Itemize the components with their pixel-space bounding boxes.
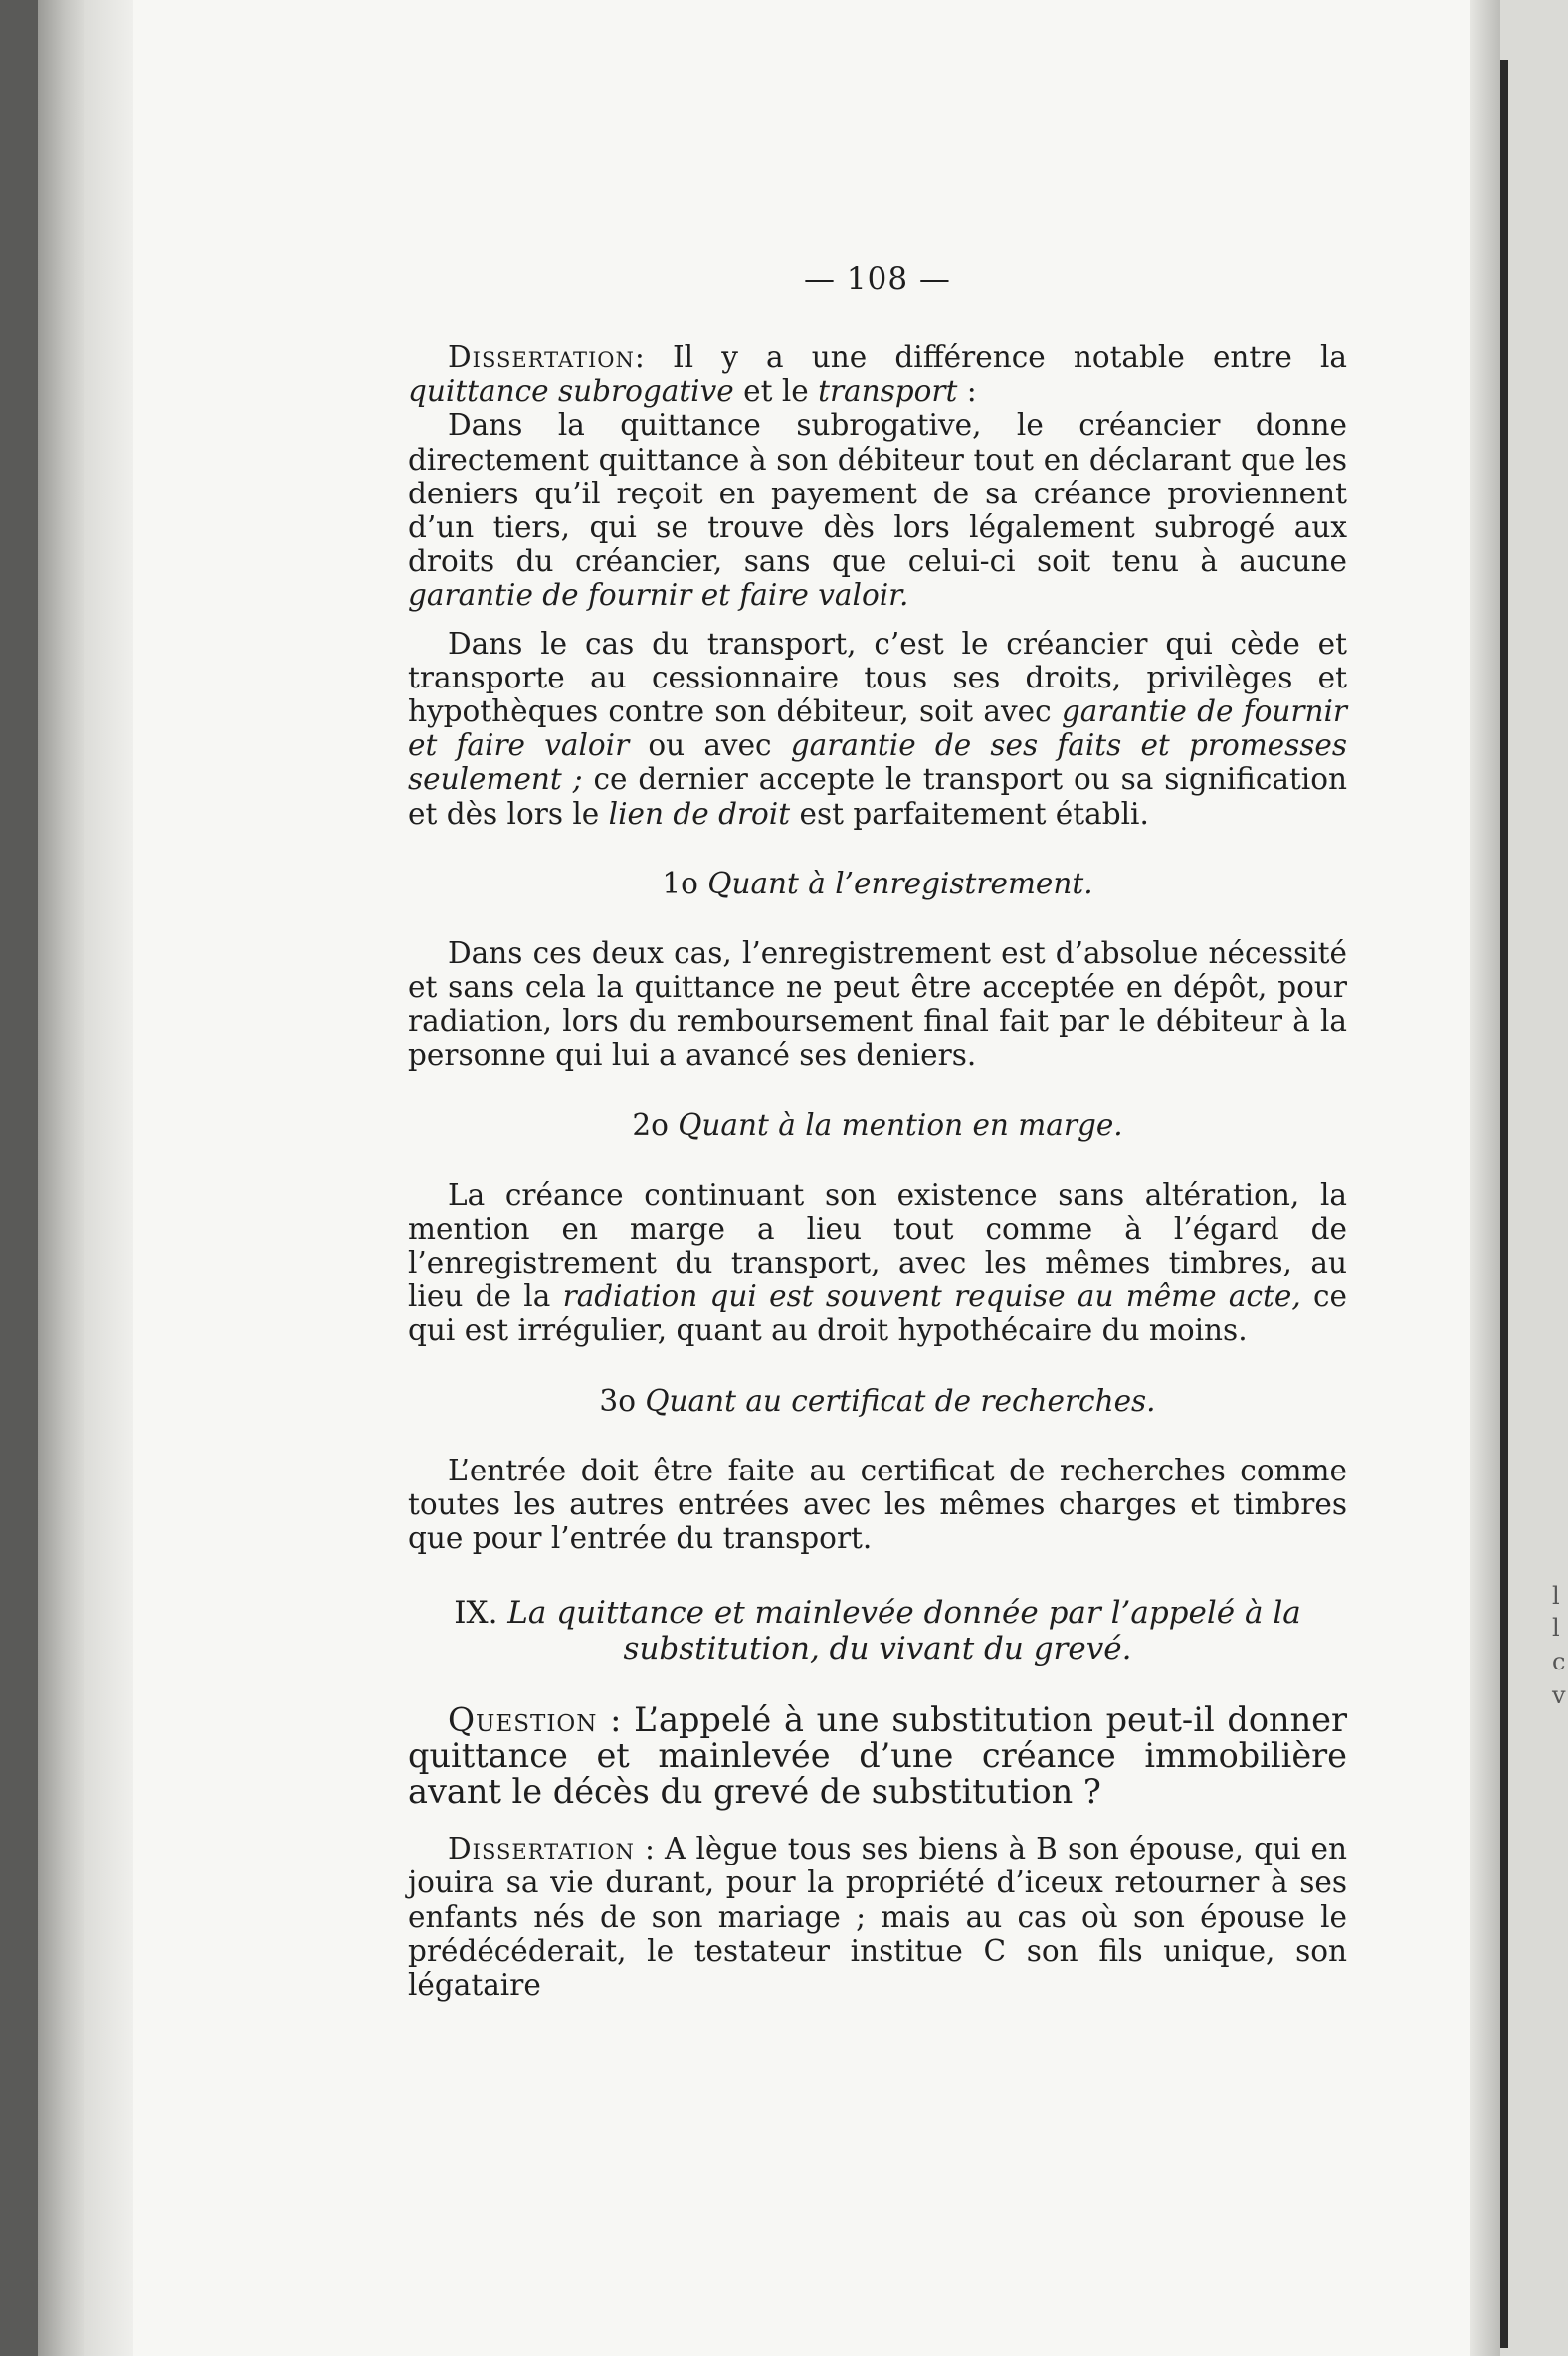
heading-text: Quant à la mention en marge. (678, 1107, 1123, 1142)
italic-term: transport (818, 374, 958, 409)
italic-term: lien de droit (608, 796, 791, 831)
next-page-fragment: l (1552, 1582, 1560, 1610)
italic-term: garantie de ses faits et promesses seulement ; (408, 728, 1348, 797)
page-right-gutter (1470, 0, 1500, 2356)
scan-page-gutter (84, 0, 133, 2356)
text-run: : Il y a une différence notable entre la (634, 340, 1347, 374)
paragraph-dissertation-intro (408, 340, 1347, 408)
text-run: ce qui est irrégulier, quant au droit hypothécaire du moins. (408, 1279, 1347, 1348)
question-text: : L’appelé à une substitution peut-il donner quittance et mainlevée d’une créance immobilière avant le décès du grevé de substitution ? (408, 1700, 1347, 1812)
heading-number: 3o (599, 1383, 636, 1418)
dissertation-label: Dissertation (448, 1832, 635, 1866)
text-run: ou avec (629, 728, 791, 763)
dissertation-label: Dissertation (448, 340, 635, 374)
heading-text: Quant à l’enregistrement. (707, 866, 1093, 900)
next-page-shadow (1500, 60, 1508, 2348)
heading-number: 1o (662, 866, 698, 900)
section-title-ix (408, 1595, 1347, 1667)
question-label: Question (448, 1700, 598, 1740)
page-number: — 108 — (804, 261, 951, 296)
paragraph-certificat: L’entrée doit être faite au certificat de recherches comme toutes les autres entrées avec les mêmes charges et timbres que pour l’entrée du transport. (408, 1453, 1347, 1556)
text-run: ce dernier accepte le transport ou sa signification et dès lors le (408, 762, 1347, 831)
section-heading-mention-marge (408, 1108, 1347, 1142)
section-title-text: La quittance et mainlevée donnée par l’appelé à la substitution, du vivant du grevé. (507, 1595, 1301, 1668)
paragraph-dissertation-substitution (408, 1832, 1347, 2002)
heading-number: 2o (632, 1107, 669, 1142)
section-heading-certificat (408, 1384, 1347, 1418)
paragraph-transport (408, 627, 1347, 831)
next-page-fragment: c (1552, 1648, 1566, 1675)
question-paragraph (408, 1702, 1347, 1810)
text-run: : (957, 374, 977, 409)
paragraph-mention-marge (408, 1178, 1347, 1348)
italic-term: garantie de fournir et faire valoir. (408, 578, 909, 613)
heading-text: Quant au certificat de recherches. (645, 1383, 1156, 1418)
next-page-fragment: l (1552, 1614, 1560, 1642)
next-page-fragment: v (1552, 1681, 1566, 1709)
next-page-edge (1500, 0, 1568, 2356)
paragraph-quittance-subrogative (408, 408, 1347, 612)
section-heading-enregistrement (408, 867, 1347, 900)
scan-binding-shadow (0, 0, 38, 2356)
italic-term: garantie de fournir et faire valoir (408, 694, 1347, 763)
scan-binding-edge (38, 0, 84, 2356)
text-run: Dans la quittance subrogative, le créancier donne directement quittance à son débiteur tout en déclarant que les deniers qu’il reçoit en payement de sa créance proviennent d’un tiers, qui se trouve dès lors légalement subrogé aux droits du créancier, sans que celui-ci soit tenu à aucune (408, 408, 1347, 579)
text-run: est parfaitement établi. (790, 796, 1149, 831)
text-run: Dans le cas du transport, c’est le créancier qui cède et transporte au cessionnaire tous ses droits, privilèges et hypothèques contre son débiteur, soit avec (408, 626, 1347, 729)
text-run: : A lègue tous ses biens à B son épouse, qui en jouira sa vie durant, pour la propriété d’iceux retourner à ses enfants nés de son mariage ; mais au cas où son épouse le prédécéderait, le testateur institue C son fils unique, son légataire (408, 1832, 1347, 2003)
italic-term: radiation qui est souvent requise au même acte, (562, 1279, 1301, 1314)
section-number: IX. (454, 1595, 498, 1632)
text-run: La créance continuant son existence sans altération, la mention en marge a lieu tout comme à l’égard de l’enregistrement du transport, avec les mêmes timbres, au lieu de la (408, 1177, 1347, 1314)
italic-term: quittance subrogative (408, 374, 734, 409)
page-content (408, 261, 1347, 2002)
text-run: et le (733, 374, 819, 409)
paragraph-enregistrement: Dans ces deux cas, l’enregistrement est d’absolue nécessité et sans cela la quittance ne peut être acceptée en dépôt, pour radiation, lors du remboursement final fait par le débiteur à la personne qui lui a avancé ses deniers. (408, 935, 1347, 1073)
